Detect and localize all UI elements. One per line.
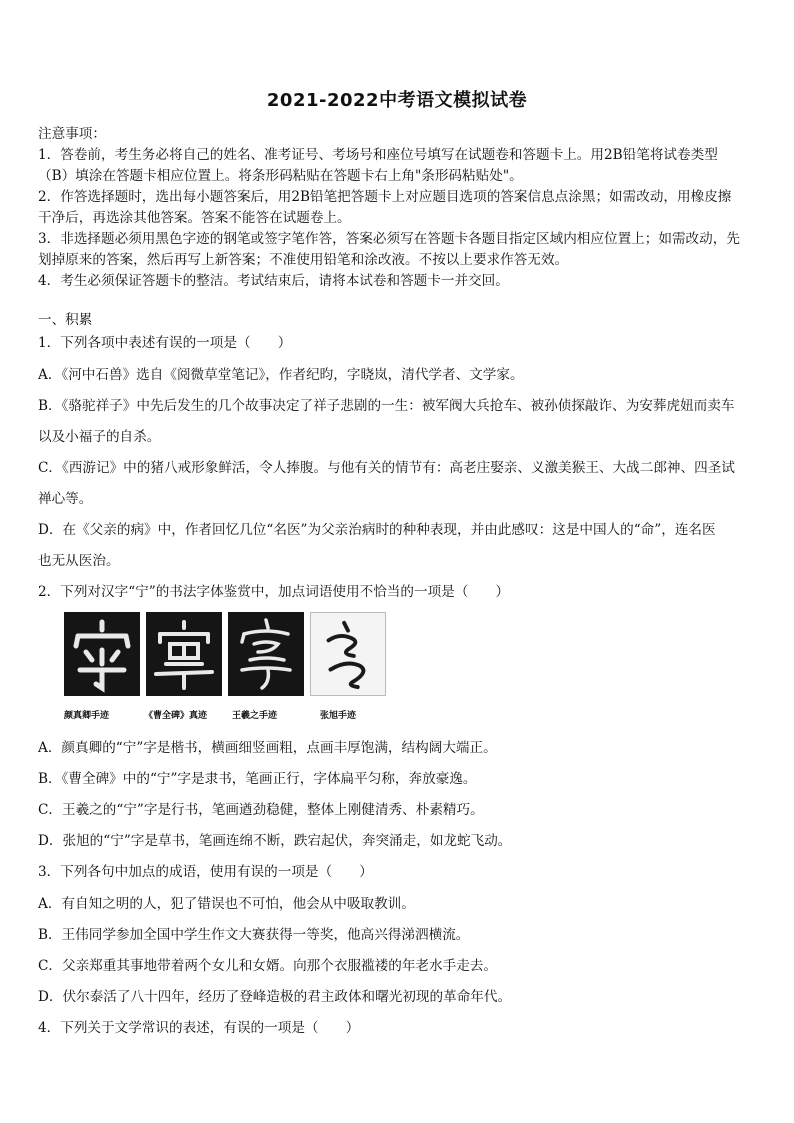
question-2-stem: 2．下列对汉字“宁”的书法字体鉴赏中，加点词语使用不恰当的一项是（ ） — [38, 584, 510, 600]
page-title: 2021-2022中考语文模拟试卷 — [266, 90, 528, 111]
caption-caoquan: 《曹全碑》真迹 — [144, 711, 208, 721]
notice-line-4: 干净后，再选涂其他答案。答案不能答在试题卷上。 — [38, 210, 351, 226]
question-1-option-a: A．《河中石兽》选自《阅微草堂笔记》，作者纪昀，字晓岚，清代学者、文学家。 — [38, 367, 524, 383]
notice-line-5: 3．非选择题必须用黑色字迹的钢笔或签字笔作答，答案必须写在答题卡各题目指定区域内相应位置上；如需改动，先 — [38, 231, 740, 247]
question-4-stem: 4．下列关于文学常识的表述，有误的一项是（ ） — [38, 1020, 360, 1036]
caption-wang: 王羲之手迹 — [232, 711, 278, 721]
question-3-option-a: A．有自知之明的人，犯了错误也不可怕，他会从中吸取教训。 — [38, 896, 415, 912]
notice-line-1: 1．答卷前，考生务必将自己的姓名、准考证号、考场号和座位号填写在试题卷和答题卡上。用2B铅笔将试卷类型 — [38, 147, 718, 163]
question-1-stem: 1．下列各项中表述有误的一项是（ ） — [38, 335, 292, 351]
calligraphy-figure — [64, 612, 394, 724]
calligraphy-image-wang — [228, 612, 304, 696]
question-3-stem: 3．下列各句中加点的成语，使用有误的一项是（ ） — [38, 864, 373, 880]
calligraphy-image-yan — [64, 612, 140, 696]
question-1-option-b: B．《骆驼祥子》中先后发生的几个故事决定了祥子悲剧的一生：被军阀大兵抢车、被孙侦探敲诈、为安葬虎妞而卖车 — [38, 398, 735, 414]
notice-line-3: 2．作答选择题时，选出每小题答案后，用2B铅笔把答题卡上对应题目选项的答案信息点涂黑；如需改动，用橡皮擦 — [38, 189, 732, 205]
calligraphy-image-zhang — [310, 612, 386, 696]
caption-yan: 颜真卿手迹 — [64, 711, 110, 721]
question-2-option-b: B．《曹全碑》中的“宁”字是隶书，笔画正行，字体扁平匀称，奔放豪逸。 — [38, 771, 477, 787]
calligraphy-image-caoquan — [146, 612, 222, 696]
question-1-option-b-cont: 以及小福子的自杀。 — [38, 429, 161, 445]
section-heading: 一、积累 — [38, 312, 93, 328]
question-3-option-b: B．王伟同学参加全国中学生作文大赛获得一等奖，他高兴得涕泗横流。 — [38, 927, 470, 943]
question-2-option-c: C．王羲之的“宁”字是行书，笔画遒劲稳健，整体上刚健清秀、朴素精巧。 — [38, 802, 484, 818]
notice-heading: 注意事项： — [38, 126, 106, 142]
question-2-option-a: A．颜真卿的“宁”字是楷书，横画细竖画粗，点画丰厚饱满，结构阔大端正。 — [38, 740, 497, 756]
question-1-option-c-cont: 禅心等。 — [38, 491, 93, 507]
notice-line-2: （B）填涂在答题卡相应位置上。将条形码粘贴在答题卡右上角"条形码粘贴处"。 — [38, 168, 523, 184]
question-3-option-d: D．伏尔泰活了八十四年，经历了登峰造极的君主政体和曙光初现的革命年代。 — [38, 989, 512, 1005]
question-1-option-d: D．在《父亲的病》中，作者回忆几位“名医”为父亲治病时的种种表现，并由此感叹：这是中国人的“命”，连名医 — [38, 522, 716, 538]
question-1-option-d-cont: 也无从医治。 — [38, 553, 120, 569]
notice-line-7: 4．考生必须保证答题卡的整洁。考试结束后，请将本试卷和答题卡一并交回。 — [38, 273, 509, 289]
question-2-option-d: D．张旭的“宁”字是草书，笔画连绵不断，跌宕起伏，奔突涌走，如龙蛇飞动。 — [38, 833, 512, 849]
notice-line-6: 划掉原来的答案，然后再写上新答案；不准使用铅笔和涂改液。不按以上要求作答无效。 — [38, 252, 569, 268]
caption-zhang: 张旭手迹 — [320, 711, 357, 721]
question-1-option-c: C．《西游记》中的猪八戒形象鲜活，令人捧腹。与他有关的情节有：高老庄娶亲、义激美猴王、大战二郎神、四圣试 — [38, 460, 735, 476]
question-3-option-c: C．父亲郑重其事地带着两个女儿和女婿。向那个衣服褴褛的年老水手走去。 — [38, 958, 497, 974]
